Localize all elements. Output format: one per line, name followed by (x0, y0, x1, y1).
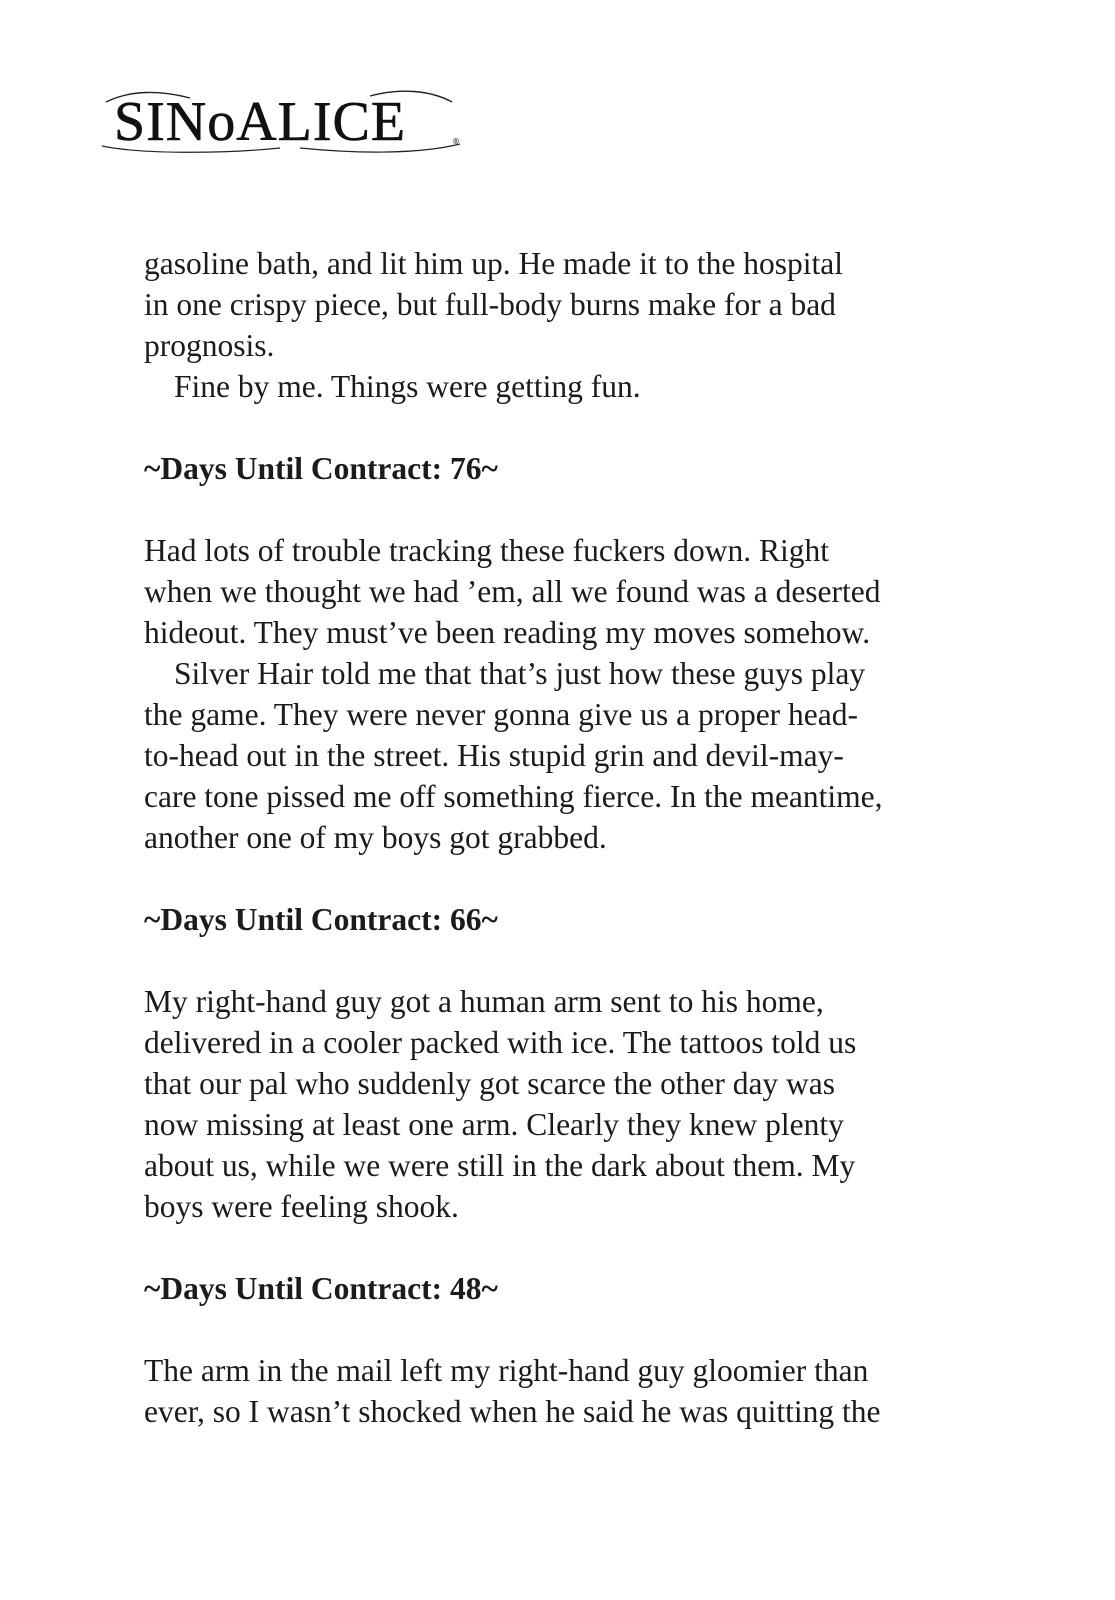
text-line: another one of my boys got grabbed. (144, 820, 607, 855)
block-spacer (144, 489, 974, 530)
text-line: to-head out in the street. His stupid grin and devil-may- (144, 738, 844, 773)
text-line: My right-hand guy got a human arm sent to his home, (144, 984, 824, 1019)
block-spacer (144, 940, 974, 981)
block-spacer (144, 1227, 974, 1268)
text-line: now missing at least one arm. Clearly they knew plenty (144, 1107, 844, 1142)
registered-mark: ® (452, 137, 460, 146)
paragraph (144, 981, 974, 1227)
text-line: gasoline bath, and lit him up. He made it to the hospital (144, 246, 843, 281)
block-spacer (144, 1309, 974, 1350)
text-line: that our pal who suddenly got scarce the other day was (144, 1066, 836, 1101)
text-line: Fine by me. Things were getting fun. (174, 369, 641, 404)
section-heading: ~Days Until Contract: 48~ (144, 1271, 498, 1306)
paragraph (144, 1350, 974, 1432)
paragraph (144, 530, 974, 858)
text-line: when we thought we had ’em, all we found was a deserted (144, 574, 881, 609)
logo-text: SINoALICE (114, 91, 407, 153)
text-line: boys were feeling shook. (144, 1189, 459, 1224)
text-line: delivered in a cooler packed with ice. The tattoos told us (144, 1025, 857, 1060)
text-line: in one crispy piece, but full-body burns make for a bad (144, 287, 836, 322)
logo-graphic (100, 84, 470, 164)
block-spacer (144, 407, 974, 448)
text-line: about us, while we were still in the dark about them. My (144, 1148, 856, 1183)
text-line: hideout. They must’ve been reading my moves somehow. (144, 615, 871, 650)
text-line: Had lots of trouble tracking these fuckers down. Right (144, 533, 829, 568)
text-line: care tone pissed me off something fierce. In the meantime, (144, 779, 883, 814)
section-heading: ~Days Until Contract: 66~ (144, 902, 498, 937)
text-line: the game. They were never gonna give us a proper head- (144, 697, 858, 732)
block-spacer (144, 858, 974, 899)
section-heading: ~Days Until Contract: 76~ (144, 451, 498, 486)
text-line: The arm in the mail left my right-hand guy gloomier than (144, 1353, 869, 1388)
page-body (144, 243, 974, 1432)
sinoalice-logo (100, 84, 470, 164)
text-line: prognosis. (144, 328, 275, 363)
text-line: Silver Hair told me that that’s just how these guys play (174, 656, 866, 691)
text-line: ever, so I wasn’t shocked when he said he was quitting the (144, 1394, 881, 1429)
paragraph (144, 243, 974, 407)
